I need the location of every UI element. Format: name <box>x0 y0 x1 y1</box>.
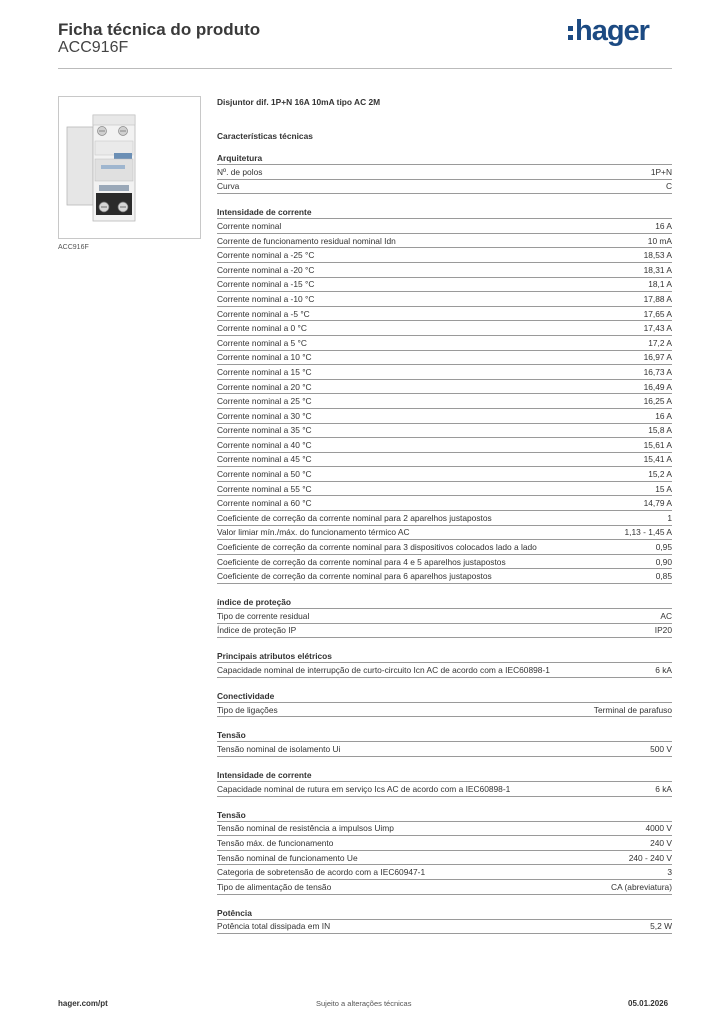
spec-value: 500 V <box>650 744 672 755</box>
spec-row <box>217 865 672 880</box>
spec-label: Tipo de ligações <box>217 704 278 715</box>
spec-value: 0,90 <box>655 556 672 567</box>
spec-value: 240 - 240 V <box>628 852 672 863</box>
spec-value: 0,95 <box>655 542 672 553</box>
spec-label: Tensão nominal de isolamento Ui <box>217 744 341 755</box>
spec-label: Categoria de sobretensão de acordo com a IEC60947-1 <box>217 867 426 878</box>
spec-label: Valor limiar mín./máx. do funcionamento térmico AC <box>217 527 410 538</box>
spec-label: Coeficiente de correção da corrente nominal para 3 dispositivos colocados lado a lado <box>217 542 537 553</box>
spec-row <box>217 920 672 935</box>
spec-row <box>217 321 672 336</box>
spec-section <box>217 905 672 935</box>
spec-row <box>217 782 672 797</box>
spec-row <box>217 336 672 351</box>
spec-label: Tensão nominal de resistência a impulsos Uimp <box>217 823 394 834</box>
spec-value: 15,2 A <box>648 469 672 480</box>
hager-logo <box>568 14 649 48</box>
spec-label: Corrente nominal a 5 °C <box>217 337 307 348</box>
spec-row <box>217 394 672 409</box>
spec-row <box>217 278 672 293</box>
spec-row <box>217 555 672 570</box>
document-title: Ficha técnica do produto <box>58 20 261 39</box>
spec-section <box>217 807 672 895</box>
spec-row <box>217 180 672 195</box>
spec-section <box>217 594 672 638</box>
spec-value: 17,2 A <box>648 337 672 348</box>
spec-value: 18,31 A <box>643 264 672 275</box>
spec-label: Corrente nominal a -20 °C <box>217 264 315 275</box>
spec-row <box>217 624 672 639</box>
spec-label: Corrente nominal a -10 °C <box>217 293 315 304</box>
spec-value: 1 <box>667 512 672 523</box>
spec-label: Capacidade nominal de interrupção de curto-circuito Icn AC de acordo com a IEC60898-1 <box>217 665 550 676</box>
spec-label: Coeficiente de correção da corrente nominal para 4 e 5 aparelhos justapostos <box>217 556 506 567</box>
spec-value: 6 kA <box>655 783 672 794</box>
spec-row <box>217 307 672 322</box>
spec-value: 1P+N <box>650 166 672 177</box>
spec-row <box>217 248 672 263</box>
footer-notice: Sujeito a alterações técnicas <box>316 999 412 1008</box>
header-divider <box>58 68 672 69</box>
spec-label: Curva <box>217 181 240 192</box>
spec-label: Capacidade nominal de rutura em serviço Ics AC de acordo com a IEC60898-1 <box>217 783 511 794</box>
spec-label: Corrente nominal a 60 °C <box>217 498 312 509</box>
spec-row <box>217 822 672 837</box>
spec-label: Corrente nominal a 20 °C <box>217 381 312 392</box>
spec-label: Corrente nominal a 15 °C <box>217 366 312 377</box>
spec-row <box>217 438 672 453</box>
spec-row <box>217 351 672 366</box>
logo-colon-icon <box>568 24 573 41</box>
section-title: Potência <box>217 905 672 920</box>
spec-row <box>217 851 672 866</box>
spec-row <box>217 219 672 234</box>
spec-value: CA (abreviatura) <box>611 881 672 892</box>
logo-text: hager <box>575 15 649 47</box>
footer-website: hager.com/pt <box>58 999 108 1008</box>
spec-value: 5,2 W <box>650 921 672 932</box>
spec-label: Coeficiente de correção da corrente nominal para 2 aparelhos justapostos <box>217 512 492 523</box>
spec-label: Potência total dissipada em IN <box>217 921 331 932</box>
spec-label: Coeficiente de correção da corrente nominal para 6 aparelhos justapostos <box>217 571 492 582</box>
spec-value: 10 mA <box>647 235 672 246</box>
spec-row <box>217 482 672 497</box>
section-title: Intensidade de corrente <box>217 767 672 782</box>
spec-content <box>217 96 672 944</box>
spec-label: Corrente nominal a 30 °C <box>217 410 312 421</box>
spec-row <box>217 703 672 718</box>
product-description: Disjuntor dif. 1P+N 16A 10mA tipo AC 2M <box>217 97 381 107</box>
circuit-breaker-icon <box>59 97 200 238</box>
spec-sections <box>217 150 672 934</box>
spec-section <box>217 150 672 194</box>
image-caption: ACC916F <box>58 244 89 251</box>
spec-value: 16,73 A <box>643 366 672 377</box>
spec-row <box>217 880 672 895</box>
spec-row <box>217 453 672 468</box>
section-title: Principais atributos elétricos <box>217 648 672 663</box>
spec-row <box>217 540 672 555</box>
spec-label: Corrente nominal a -5 °C <box>217 308 310 319</box>
spec-label: Tipo de alimentação de tensão <box>217 881 332 892</box>
spec-value: 16,49 A <box>643 381 672 392</box>
spec-label: Corrente nominal a 0 °C <box>217 323 307 334</box>
spec-value: 16 A <box>655 220 672 231</box>
spec-section <box>217 648 672 678</box>
spec-section <box>217 204 672 584</box>
spec-label: Nº. de polos <box>217 166 263 177</box>
spec-row <box>217 380 672 395</box>
spec-value: 18,1 A <box>648 279 672 290</box>
spec-label: Corrente nominal a -15 °C <box>217 279 315 290</box>
spec-label: Corrente nominal a 10 °C <box>217 352 312 363</box>
spec-value: 1,13 - 1,45 A <box>624 527 672 538</box>
spec-value: 15,41 A <box>643 454 672 465</box>
section-title: Intensidade de corrente <box>217 204 672 219</box>
spec-row <box>217 424 672 439</box>
spec-value: 17,65 A <box>643 308 672 319</box>
spec-label: Corrente nominal a 50 °C <box>217 469 312 480</box>
spec-value: IP20 <box>654 625 672 636</box>
spec-row <box>217 365 672 380</box>
spec-row <box>217 836 672 851</box>
section-title: Tensão <box>217 727 672 742</box>
spec-value: 240 V <box>650 837 672 848</box>
spec-row <box>217 511 672 526</box>
spec-row <box>217 467 672 482</box>
spec-value: 3 <box>667 867 672 878</box>
spec-value: 15,8 A <box>648 425 672 436</box>
spec-row <box>217 165 672 180</box>
section-title: Conectividade <box>217 688 672 703</box>
spec-label: Corrente nominal a 40 °C <box>217 439 312 450</box>
spec-section <box>217 767 672 797</box>
spec-value: 14,79 A <box>643 498 672 509</box>
spec-section <box>217 688 672 718</box>
spec-row <box>217 609 672 624</box>
spec-value: 18,53 A <box>643 250 672 261</box>
product-code: ACC916F <box>58 39 129 56</box>
spec-row <box>217 263 672 278</box>
specs-heading: Características técnicas <box>217 131 313 141</box>
spec-label: Corrente de funcionamento residual nominal Idn <box>217 235 396 246</box>
spec-label: Tensão nominal de funcionamento Ue <box>217 852 358 863</box>
spec-value: 4000 V <box>645 823 672 834</box>
spec-row <box>217 526 672 541</box>
spec-value: AC <box>660 610 672 621</box>
spec-value: 15,61 A <box>643 439 672 450</box>
spec-row <box>217 292 672 307</box>
spec-row <box>217 663 672 678</box>
spec-label: Corrente nominal a -25 °C <box>217 250 315 261</box>
spec-label: Corrente nominal a 25 °C <box>217 396 312 407</box>
section-title: índice de proteção <box>217 594 672 609</box>
spec-value: Terminal de parafuso <box>593 704 672 715</box>
spec-row <box>217 234 672 249</box>
spec-label: Corrente nominal a 45 °C <box>217 454 312 465</box>
spec-label: Tipo de corrente residual <box>217 610 310 621</box>
spec-value: 17,43 A <box>643 323 672 334</box>
footer-date: 05.01.2026 <box>628 999 669 1008</box>
spec-value: 15 A <box>655 483 672 494</box>
spec-value: C <box>665 181 672 192</box>
spec-row <box>217 742 672 757</box>
section-title: Arquitetura <box>217 150 672 165</box>
spec-value: 16,97 A <box>643 352 672 363</box>
spec-value: 6 kA <box>655 665 672 676</box>
spec-row <box>217 409 672 424</box>
spec-value: 0,85 <box>655 571 672 582</box>
spec-value: 16,25 A <box>643 396 672 407</box>
spec-section <box>217 727 672 757</box>
spec-row <box>217 496 672 511</box>
spec-value: 16 A <box>655 410 672 421</box>
spec-label: Corrente nominal a 35 °C <box>217 425 312 436</box>
spec-value: 17,88 A <box>643 293 672 304</box>
spec-label: Tensão máx. de funcionamento <box>217 837 334 848</box>
spec-label: Índice de proteção IP <box>217 625 297 636</box>
section-title: Tensão <box>217 807 672 822</box>
spec-label: Corrente nominal a 55 °C <box>217 483 312 494</box>
product-image <box>58 96 201 239</box>
spec-row <box>217 569 672 584</box>
spec-label: Corrente nominal <box>217 220 282 231</box>
